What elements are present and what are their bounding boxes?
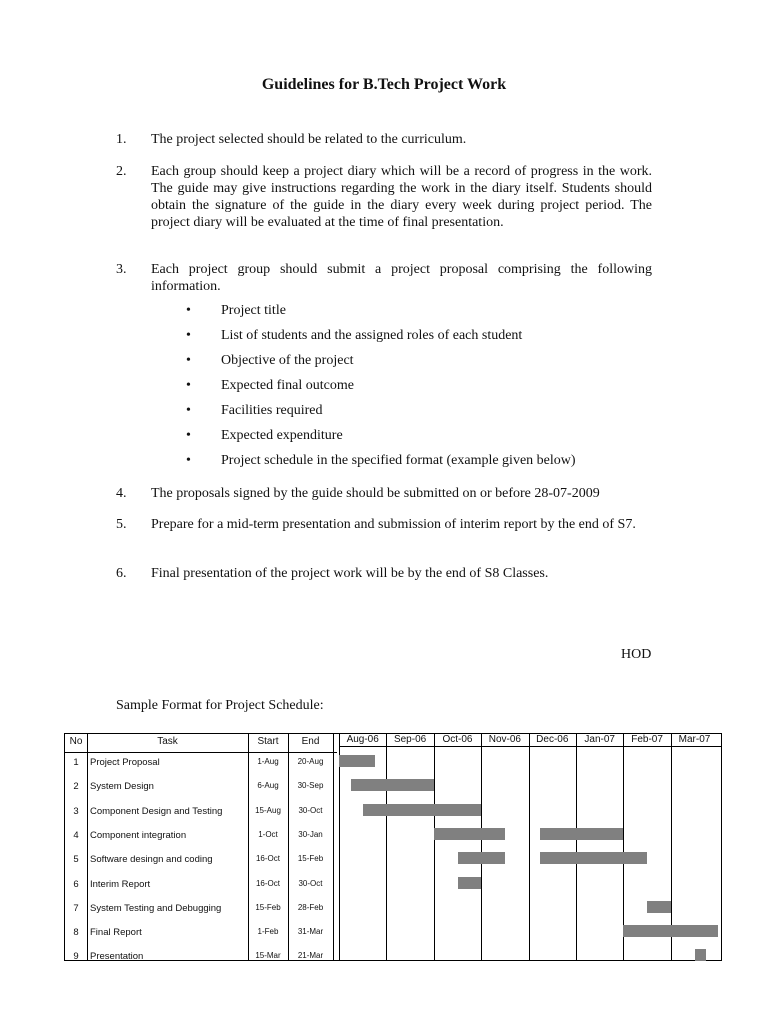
row-start: 1-Aug [257, 757, 279, 766]
row-task: Project Proposal [90, 757, 160, 768]
bullet-glyph: • [186, 428, 191, 443]
header-no: No [69, 736, 83, 747]
row-start: 6-Aug [257, 781, 279, 791]
schedule-bar [695, 949, 707, 961]
month-divider [481, 734, 482, 960]
row-start: 15-Feb [255, 902, 281, 912]
row-end: 28-Feb [297, 902, 324, 912]
month-divider [576, 734, 577, 960]
bullet-item: Expected final outcome [221, 378, 354, 393]
item-number: 1. [116, 132, 127, 147]
row-end: 30-Oct [298, 805, 323, 815]
item-number: 2. [116, 164, 127, 179]
row-start: 16-Oct [255, 854, 280, 864]
bullet-item: Facilities required [221, 403, 323, 418]
schedule-bar [458, 877, 482, 889]
row-end: 21-Mar [297, 951, 324, 961]
month-header: Dec-06 [536, 734, 569, 745]
row-end: 30-Jan [298, 829, 323, 839]
row-start: 15-Aug [255, 805, 281, 815]
header-end: End [301, 736, 320, 747]
row-number: 3 [73, 805, 79, 817]
sample-format-label: Sample Format for Project Schedule: [116, 698, 324, 713]
row-task: Component Design and Testing [90, 805, 223, 817]
bullet-glyph: • [186, 353, 191, 368]
item-number: 4. [116, 486, 127, 501]
item-text: Each group should keep a project diary which will be a record of progress in the work. The guide may give instructions regarding the work in the diary itself. Students should obtain the signature of the guide in the diary every week during project period. The project diary will be evaluated at the time of final presentation. [151, 164, 652, 230]
row-end: 31-Mar [297, 927, 324, 937]
item-text: Each project group should submit a project proposal comprising the following information. [151, 262, 652, 294]
bullet-glyph: • [186, 303, 191, 318]
row-task: Interim Report [90, 878, 151, 890]
row-number: 8 [73, 927, 79, 939]
schedule-bar [540, 852, 647, 864]
month-header: Aug-06 [346, 734, 379, 745]
month-header: Mar-07 [678, 734, 711, 745]
row-end: 30-Sep [297, 781, 324, 791]
schedule-bar [339, 755, 375, 767]
bullet-item: Expected expenditure [221, 428, 343, 443]
month-divider [529, 734, 530, 960]
month-header: Feb-07 [631, 734, 663, 745]
column-divider [333, 734, 334, 960]
row-end: 15-Feb [297, 854, 324, 864]
month-divider [434, 734, 435, 960]
bullet-item: Project title [221, 303, 286, 318]
row-number: 6 [73, 878, 79, 890]
schedule-bar [540, 828, 623, 840]
month-divider [386, 734, 387, 960]
item-text: Prepare for a mid-term presentation and submission of interim report by the end of S7. [151, 517, 636, 532]
schedule-bar [623, 925, 718, 937]
row-task: Component integration [90, 829, 187, 841]
page-title: Guidelines for B.Tech Project Work [261, 76, 507, 93]
row-end: 20-Aug [297, 757, 324, 766]
row-start: 1-Oct [258, 829, 278, 839]
header-underline [65, 752, 337, 753]
bullet-item: Project schedule in the specified format (example given below) [221, 453, 576, 468]
header-start: Start [257, 736, 279, 747]
bullet-glyph: • [186, 378, 191, 393]
signature-hod: HOD [621, 647, 652, 662]
row-number: 7 [73, 902, 79, 914]
schedule-bar [434, 828, 505, 840]
bullet-glyph: • [186, 328, 191, 343]
item-text: Final presentation of the project work will be by the end of S8 Classes. [151, 566, 549, 581]
row-start: 1-Feb [257, 927, 279, 937]
row-number: 2 [73, 781, 79, 793]
bullet-item: Objective of the project [221, 353, 354, 368]
row-task: System Design [90, 781, 154, 793]
header-task: Task [157, 736, 178, 747]
row-task: Software desingn and coding [90, 854, 213, 866]
column-divider [339, 734, 340, 960]
item-text: The project selected should be related to the curriculum. [151, 132, 467, 147]
project-schedule-table [64, 733, 722, 961]
bullet-glyph: • [186, 403, 191, 418]
row-number: 1 [73, 757, 79, 768]
row-start: 16-Oct [255, 878, 280, 888]
row-number: 4 [73, 829, 79, 841]
schedule-bar [351, 779, 434, 791]
row-number: 5 [73, 854, 79, 866]
item-number: 3. [116, 262, 127, 277]
column-divider [288, 734, 289, 960]
schedule-bar [363, 804, 482, 816]
month-header-underline [339, 746, 721, 747]
month-header: Oct-06 [442, 734, 473, 745]
schedule-bar [458, 852, 505, 864]
row-task: System Testing and Debugging [90, 902, 222, 914]
bullet-glyph: • [186, 453, 191, 468]
item-number: 6. [116, 566, 127, 581]
month-header: Nov-06 [488, 734, 521, 745]
row-end: 30-Oct [298, 878, 323, 888]
row-start: 15-Mar [255, 951, 281, 961]
schedule-bar [647, 901, 671, 913]
row-task: Final Report [90, 927, 142, 939]
column-divider [87, 734, 88, 960]
row-number: 9 [73, 951, 79, 963]
bullet-item: List of students and the assigned roles of each student [221, 328, 523, 343]
item-number: 5. [116, 517, 127, 532]
item-text: The proposals signed by the guide should be submitted on or before 28-07-2009 [151, 486, 600, 501]
month-header: Jan-07 [584, 734, 615, 745]
column-divider [248, 734, 249, 960]
month-header: Sep-06 [393, 734, 427, 745]
row-task: Presentation [90, 951, 144, 963]
